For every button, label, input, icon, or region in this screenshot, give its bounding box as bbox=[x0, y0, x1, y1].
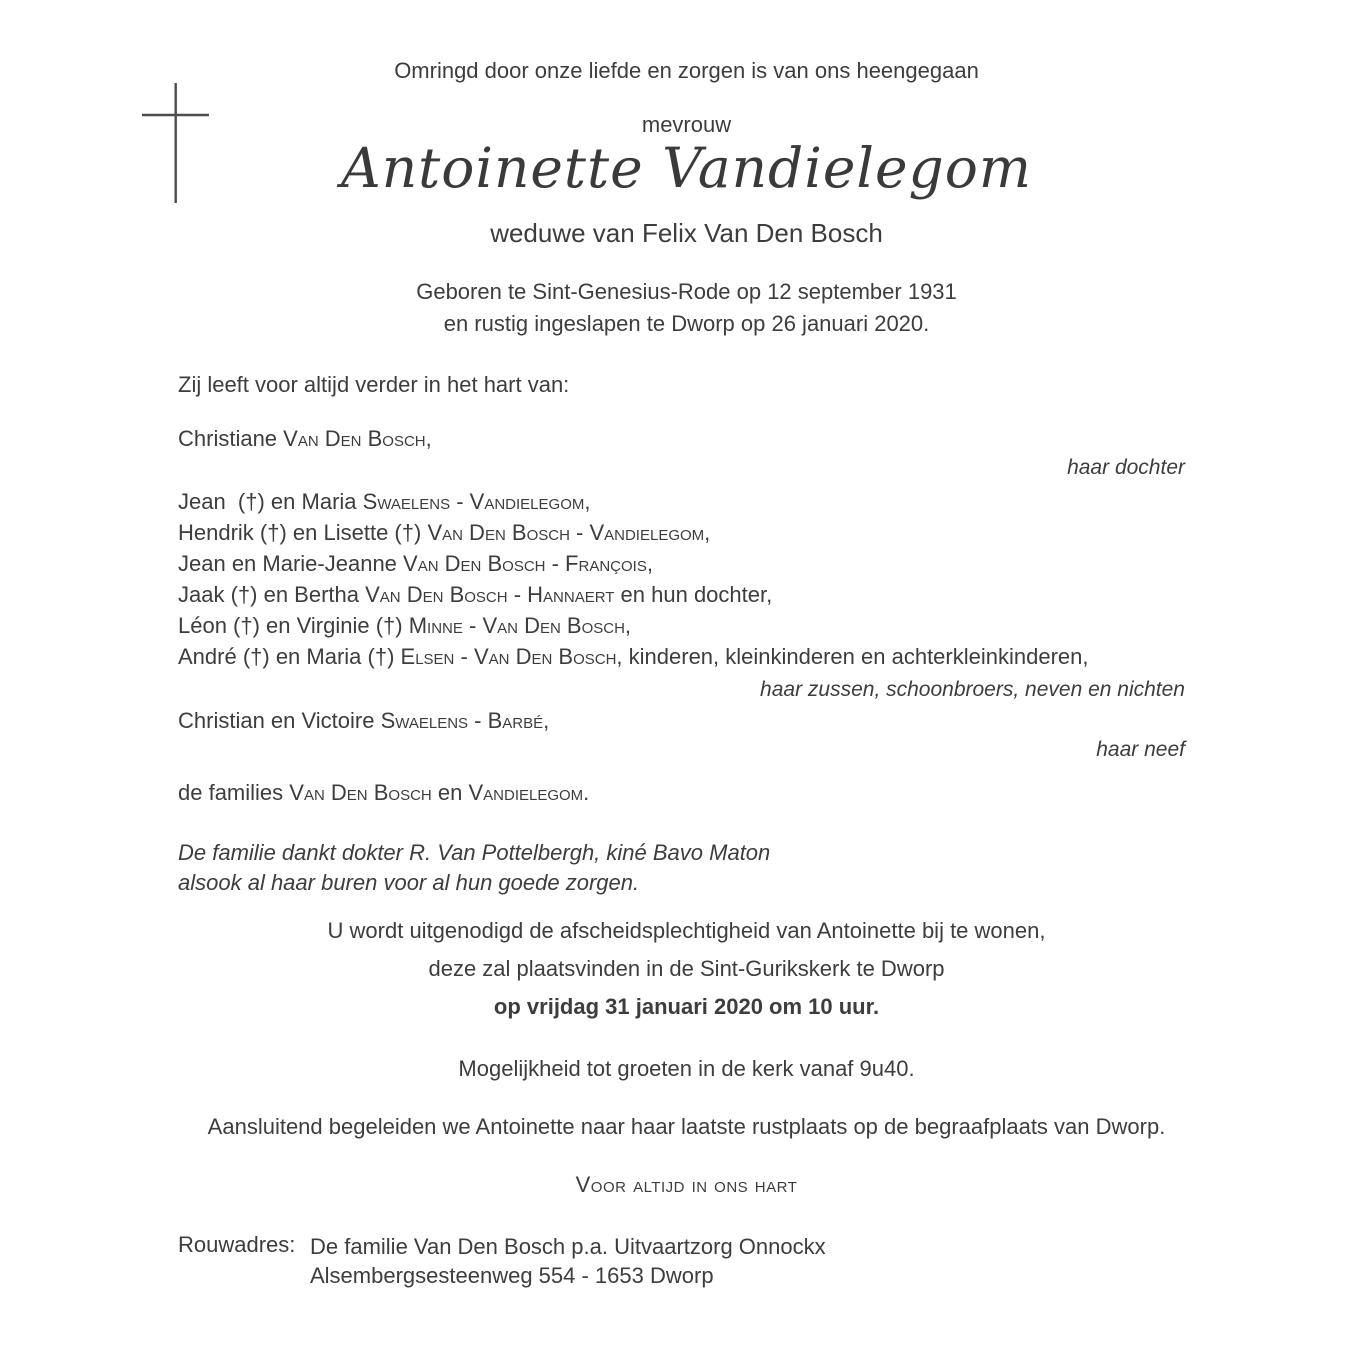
family-line: Hendrik (†) en Lisette (†) Van Den Bosch - Vandielegom, bbox=[178, 520, 711, 545]
daughter-line: Christiane Van Den Bosch, bbox=[178, 426, 432, 451]
siblings-note: haar zussen, schoonbroers, neven en nichten bbox=[760, 678, 1185, 701]
family-line: Jean (†) en Maria Swaelens - Vandielegom, bbox=[178, 489, 591, 514]
mourning-address-line: Alsembergsesteenweg 554 - 1653 Dworp bbox=[310, 1263, 714, 1288]
salutation: mevrouw bbox=[641, 112, 732, 137]
intro-line: Omringd door onze liefde en zorgen is van ons heengegaan bbox=[394, 58, 979, 83]
thanks-line: alsook al haar buren voor al hun goede zorgen. bbox=[178, 870, 640, 895]
ceremony-burial: Aansluitend begeleiden we Antoinette naar haar laatste rustplaats op de begraafplaats van Dworp. bbox=[207, 1114, 1166, 1139]
widow-subtitle: weduwe van Felix Van Den Bosch bbox=[490, 218, 883, 248]
family-lead: Zij leeft voor altijd verder in het hart van: bbox=[178, 372, 570, 397]
nephew-note: haar neef bbox=[1096, 738, 1185, 761]
family-line: Léon (†) en Virginie (†) Minne - Van Den Bosch, bbox=[178, 613, 632, 638]
died-line: en rustig ingeslapen te Dworp op 26 januari 2020. bbox=[443, 311, 930, 336]
ceremony-greeting: Mogelijkheid tot groeten in de kerk vanaf 9u40. bbox=[458, 1056, 915, 1081]
nephew-line: Christian en Victoire Swaelens - Barbé, bbox=[178, 708, 550, 733]
ceremony-invite: U wordt uitgenodigd de afscheidsplechtigheid van Antoinette bij te wonen, bbox=[327, 918, 1046, 943]
family-list bbox=[178, 486, 1185, 672]
ceremony-location: deze zal plaatsvinden in de Sint-Gurikskerk te Dworp bbox=[428, 956, 945, 981]
family-line: Jean en Marie-Jeanne Van Den Bosch - François, bbox=[178, 551, 653, 576]
deceased-name: Antoinette Vandielegom bbox=[341, 136, 1032, 200]
motto-line: Voor altijd in ons hart bbox=[575, 1172, 798, 1197]
life-dates bbox=[178, 276, 1195, 340]
mourning-address-line: De familie Van Den Bosch p.a. Uitvaartzorg Onnockx bbox=[310, 1234, 826, 1259]
ceremony-datetime: op vrijdag 31 januari 2020 om 10 uur. bbox=[493, 994, 880, 1019]
thanks-block bbox=[178, 838, 1185, 898]
mourning-address-label: Rouwadres: bbox=[178, 1232, 296, 1257]
family-line: Jaak (†) en Bertha Van Den Bosch - Hannaert en hun dochter, bbox=[178, 582, 773, 607]
families-line: de families Van Den Bosch en Vandielegom. bbox=[178, 780, 590, 805]
daughter-note: haar dochter bbox=[1067, 456, 1185, 479]
born-line: Geboren te Sint-Genesius-Rode op 12 september 1931 bbox=[416, 279, 957, 304]
thanks-line: De familie dankt dokter R. Van Pottelbergh, kiné Bavo Maton bbox=[178, 840, 771, 865]
family-line: André (†) en Maria (†) Elsen - Van Den Bosch, kinderen, kleinkinderen en achterkleinkinderen, bbox=[178, 644, 1089, 669]
mourning-address-block bbox=[310, 1232, 826, 1290]
